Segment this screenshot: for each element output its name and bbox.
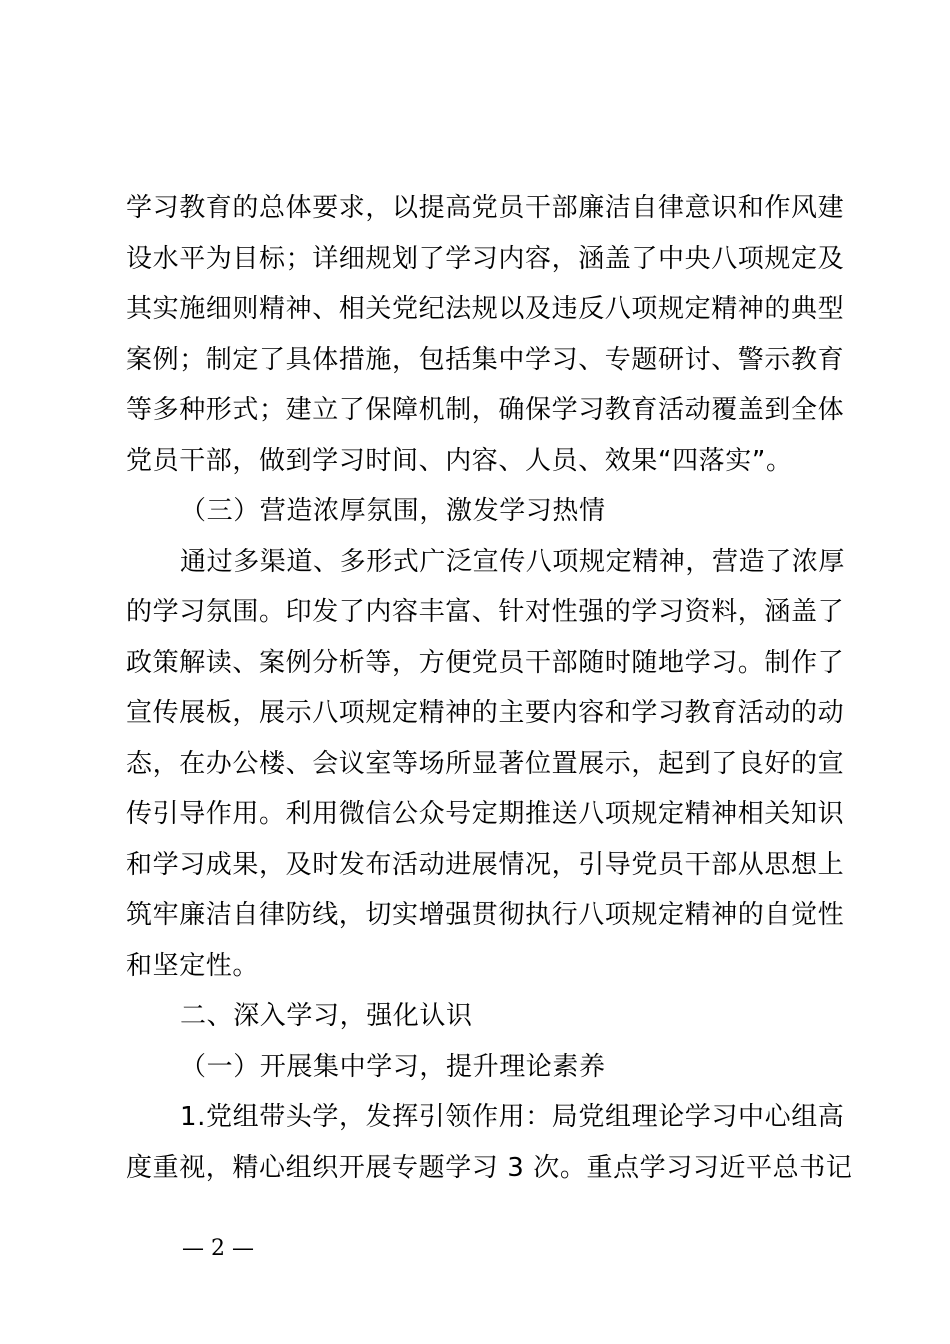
text-line: 1.党组带头学，发挥引领作用：局党组理论学习中心组高 xyxy=(180,1102,845,1132)
text-line: 筑牢廉洁自律防线，切实增强贯彻执行八项规定精神的自觉性 xyxy=(126,900,845,930)
subsection-heading: （一）开展集中学习，提升理论素养 xyxy=(180,1051,606,1082)
text-line: 党员干部，做到学习时间、内容、人员、效果“四落实”。 xyxy=(126,445,793,476)
text-line: 学习教育的总体要求，以提高党员干部廉洁自律意识和作风建 xyxy=(126,193,845,223)
document-body xyxy=(126,183,853,1193)
text-line: 其实施细则精神、相关党纪法规以及违反八项规定精神的典型 xyxy=(126,294,845,324)
text-line: 设水平为目标；详细规划了学习内容，涵盖了中央八项规定及 xyxy=(126,243,845,274)
text-line: 等多种形式；建立了保障机制，确保学习教育活动覆盖到全体 xyxy=(126,395,845,425)
text-line: 政策解读、案例分析等，方便党员干部随时随地学习。制作了 xyxy=(126,647,845,678)
section-heading: 二、深入学习，强化认识 xyxy=(180,1001,473,1031)
text-line: 通过多渠道、多形式广泛宣传八项规定精神，营造了浓厚 xyxy=(180,546,846,577)
text-line: 度重视，精心组织开展专题学习 3 次。重点学习习近平总书记 xyxy=(126,1152,853,1183)
text-line: 宣传展板，展示八项规定精神的主要内容和学习教育活动的动 xyxy=(126,698,845,728)
text-line: 态，在办公楼、会议室等场所显著位置展示，起到了良好的宣 xyxy=(126,748,845,779)
text-line: 案例；制定了具体措施，包括集中学习、专题研讨、警示教育 xyxy=(126,344,845,375)
text-line: 和学习成果，及时发布活动进展情况，引导党员干部从思想上 xyxy=(126,849,845,880)
text-line: 传引导作用。利用微信公众号定期推送八项规定精神相关知识 xyxy=(126,799,845,829)
page-number: — 2 — xyxy=(182,1236,254,1261)
text-line: 和坚定性。 xyxy=(126,950,260,981)
text-line: 的学习氛围。印发了内容丰富、针对性强的学习资料，涵盖了 xyxy=(126,597,845,627)
section-heading: （三）营造浓厚氛围，激发学习热情 xyxy=(180,496,606,526)
